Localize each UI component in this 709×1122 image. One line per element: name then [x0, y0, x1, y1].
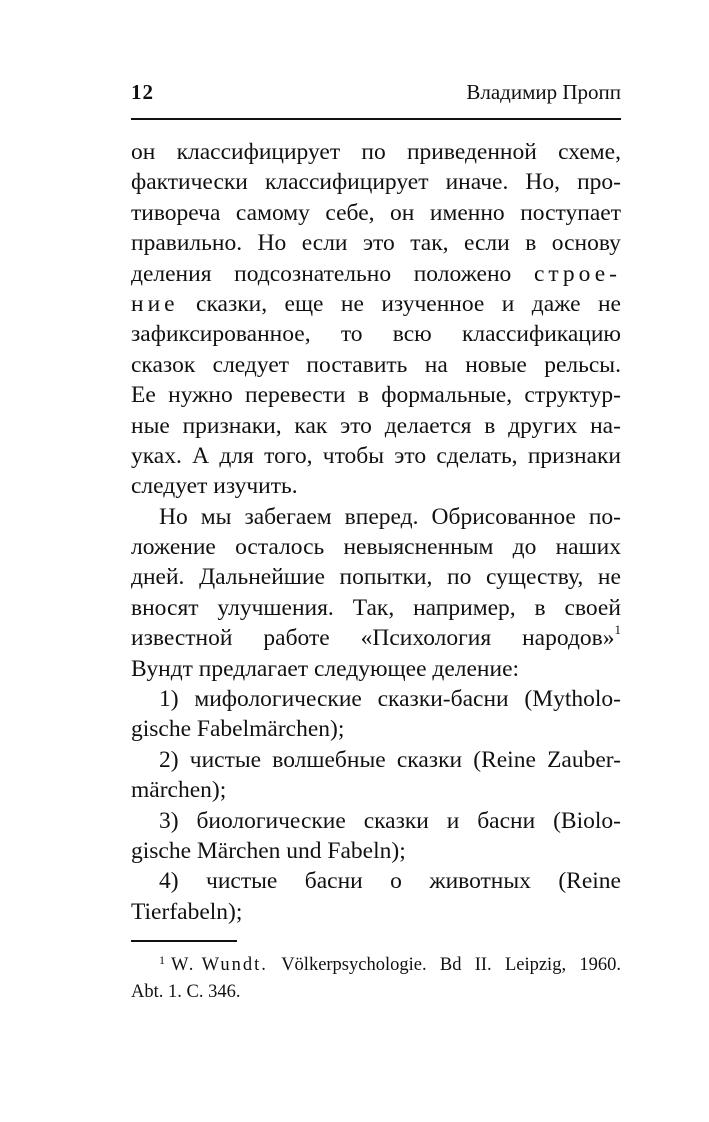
word: сказки,	[196, 290, 268, 317]
word: по	[361, 139, 386, 165]
word: он	[390, 199, 415, 226]
word: деления	[131, 260, 212, 287]
word: на-	[590, 412, 621, 439]
text-line: gische Fabelmärchen);	[131, 716, 345, 743]
word: не	[597, 564, 621, 591]
word: (Reine	[558, 868, 621, 895]
word: и	[501, 290, 515, 317]
word: делается	[384, 412, 472, 439]
footnote	[131, 952, 621, 1006]
footnote-number: 1	[159, 953, 165, 967]
word: (Reine	[473, 746, 536, 773]
word: 2)	[159, 746, 179, 773]
list-item	[131, 806, 621, 836]
main-text	[131, 137, 621, 927]
text-line	[131, 502, 621, 532]
word: Völkerpsychologie.	[281, 955, 427, 975]
text-line: следует изучить.	[131, 473, 298, 500]
word: существу,	[486, 564, 584, 591]
word: он	[131, 139, 156, 165]
emphasized-word: ние	[131, 290, 179, 317]
word: других	[508, 412, 578, 439]
word: структур-	[524, 382, 621, 409]
word: своей	[564, 594, 621, 621]
word: Ее	[131, 382, 156, 409]
text-line	[131, 532, 621, 562]
footnote-reference[interactable]: 1	[614, 622, 621, 638]
word: если	[301, 230, 348, 257]
word: про-	[577, 169, 621, 196]
word: наших	[555, 534, 621, 561]
word: сказки	[363, 807, 429, 834]
word: Но	[159, 503, 188, 530]
footnote-rule	[131, 940, 237, 942]
word: классификацию	[461, 321, 621, 348]
word: улучшения.	[217, 594, 334, 621]
word: невыясненным	[343, 534, 494, 561]
word: зафиксированное,	[131, 321, 311, 348]
running-head	[131, 80, 621, 112]
header-rule	[131, 118, 621, 120]
word: новые	[465, 351, 527, 378]
word: Но,	[525, 169, 561, 196]
word: это	[340, 412, 372, 439]
word: 3)	[159, 807, 179, 834]
word: работе	[263, 625, 330, 652]
word: (Mytholo-	[524, 686, 621, 713]
word: классифицирует	[264, 169, 429, 196]
word: следует	[212, 351, 290, 378]
word: Leipzig,	[504, 955, 567, 975]
word: Zauber-	[547, 746, 621, 773]
word: басни	[304, 868, 363, 895]
word: рельсы.	[544, 351, 621, 378]
word: сказки	[396, 746, 463, 773]
text-line	[131, 562, 621, 592]
emphasized-word: строе-	[533, 260, 621, 287]
word: именно	[429, 199, 505, 226]
word: самому	[235, 199, 310, 226]
text-line	[131, 593, 621, 623]
word: «Психология	[360, 625, 492, 652]
word: дней.	[131, 564, 185, 591]
word: мы	[200, 503, 232, 530]
word: волшебные	[272, 746, 386, 773]
page-number: 12	[131, 80, 154, 104]
word: иначе.	[445, 169, 509, 196]
word: на	[424, 351, 448, 378]
text-line	[131, 167, 621, 197]
word: еще	[284, 290, 324, 317]
word: даже	[531, 290, 581, 317]
word: по-	[588, 503, 621, 530]
word: 4)	[159, 868, 179, 895]
word: известной	[131, 625, 233, 652]
text-line	[131, 319, 621, 349]
word: Bd	[439, 955, 462, 975]
word: формальные,	[381, 382, 513, 409]
word: для	[219, 442, 254, 469]
text-line	[131, 411, 621, 441]
word: А	[192, 442, 210, 469]
word: изученное	[381, 290, 485, 317]
word: осталось	[235, 534, 325, 561]
word: Но	[257, 230, 287, 257]
word: тивореча	[131, 199, 221, 226]
word: чистые	[206, 868, 278, 895]
word: вперед.	[344, 503, 419, 530]
word: не	[340, 290, 364, 317]
footnote-author: W. Wundt.	[171, 955, 268, 975]
word: и	[446, 807, 460, 834]
word: в	[525, 230, 537, 257]
word: (Biolo-	[553, 807, 621, 834]
word: в	[484, 412, 496, 439]
running-title-author: Владимир Пропп	[466, 80, 621, 104]
list-item	[131, 866, 621, 896]
text-line	[131, 380, 621, 410]
word: биологические	[196, 807, 346, 834]
word: если	[463, 230, 510, 257]
word: сделать,	[436, 442, 518, 469]
word: мифологические	[194, 686, 362, 713]
word: фактически	[131, 169, 248, 196]
word: II.	[474, 955, 492, 975]
text-line	[131, 259, 621, 289]
word: вносят	[131, 594, 199, 621]
word: перевести	[245, 382, 346, 409]
text-line	[131, 441, 621, 471]
word: это	[394, 442, 427, 469]
word: чтобы	[322, 442, 385, 469]
text-line: Вундт предлагает следующее деление:	[131, 655, 520, 682]
text-line	[131, 289, 621, 319]
word: схеме,	[558, 139, 621, 165]
text-line	[131, 228, 621, 258]
word: чистые	[189, 746, 262, 773]
word: попытки,	[339, 564, 433, 591]
word: это	[362, 230, 395, 257]
word: уках.	[131, 442, 182, 469]
word: забегаем	[244, 503, 332, 530]
list-item	[131, 745, 621, 775]
word: поставить	[306, 351, 408, 378]
word	[159, 952, 268, 979]
word: себе,	[325, 199, 375, 226]
word: не	[597, 290, 621, 317]
text-line	[131, 137, 621, 167]
text-line: Tierfabeln);	[131, 898, 243, 925]
word: народов»$^1$	[522, 622, 621, 652]
word: например,	[413, 594, 516, 621]
word: всю	[392, 321, 432, 348]
word: животных	[429, 868, 531, 895]
word: поступает	[520, 199, 621, 226]
word: основу	[551, 230, 621, 257]
text-line: gische Märchen und Fabeln);	[131, 837, 406, 864]
word: сказки-басни	[377, 686, 509, 713]
word: классифицирует	[176, 139, 341, 165]
word: то	[340, 321, 363, 348]
word: ные	[131, 412, 170, 439]
word: 1)	[159, 686, 179, 713]
word: того,	[264, 442, 313, 469]
word: Дальнейшие	[199, 564, 325, 591]
word: в	[534, 594, 546, 621]
word: Так,	[352, 594, 395, 621]
footnote-line	[131, 952, 621, 979]
word: признаки	[527, 442, 621, 469]
list-item	[131, 684, 621, 714]
text-line: märchen);	[131, 777, 227, 804]
text-line	[131, 350, 621, 380]
text-line	[131, 198, 621, 228]
word: в	[357, 382, 369, 409]
word: 1960.	[579, 955, 621, 975]
word: правильно.	[131, 230, 243, 257]
word: приведенной	[406, 139, 537, 165]
word: о	[390, 868, 402, 895]
word: нужно	[168, 382, 233, 409]
word: как	[294, 412, 328, 439]
word: до	[512, 534, 537, 561]
word: ложение	[131, 534, 216, 561]
word: подсознательно	[234, 260, 392, 287]
word: признаки,	[182, 412, 282, 439]
word: Обрисованное	[431, 503, 576, 530]
text-line	[131, 623, 621, 653]
word: сказок	[131, 351, 196, 378]
word: басни	[477, 807, 536, 834]
word: по	[447, 564, 472, 591]
word: положено	[413, 260, 512, 287]
word: так,	[410, 230, 449, 257]
footnote-line: Abt. 1. C. 346.	[131, 982, 241, 1002]
